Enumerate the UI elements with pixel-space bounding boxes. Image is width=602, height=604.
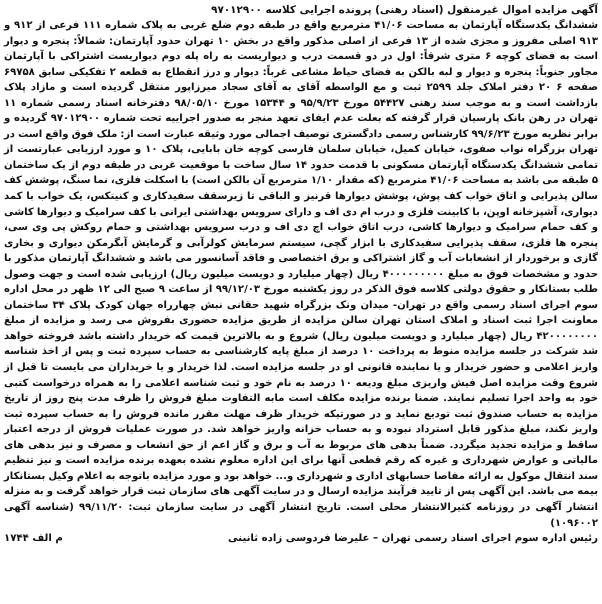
notice-code: م الف ۱۷۴۴ [4,533,63,545]
notice-body: ششدانگ یکدستگاه آپارتمان به مساحت ۴۱/۰۶ مترمربع واقع در طبقه دوم ضلع غربی به پلاک شماره ۱۱۱ فرعی از ۹۱۲ و ۹۱۳ اصلی مفروز و مجزی شده از ۱۳ فرعی از اصلی مذکور واقع در بخش ۱۰ تهران حدود آپارتمان: شمالاً: پنجره و دیوار است به فضای کوچه ۶ متری شرقاً: اول در دو قسمت درب و دیواریست به راه پله دوم دیواریست اشتراکی با آپارتمان مجاور جنوباً: پنجره و دیوار و لبه بالکن به فضای حیاط مشاعی غرباً: دیوار و درز انقطاع به قطعه ۲ تفکیکی سابق ۶۹۷۵۸ صفحه ۶ ۲۰ دفتر املاک جلد ۲۵۹۹ ثبت و مع الواسطه آقای به آقای سجاد میرزاپور منتقل گردیده است و مازاد پلاک بازداشت است و به موجب سند رهنی ۵۴۴۲۷ مورخ ۹۵/۹/۲۳ و ۱۵۳۴۴ مورخ ۹۸/۰۵/۱۰ دفترخانه اسناد رسمی شماره ۱۱ تهران در رهن بانک پارسیان قرار گرفته که بعلت عدم ایفای تعهد منجر به صدور اجراییه تحت شماره ۹۷۰۱۲۹۰۰ گردیده و برابر نظریه مورخ ۹۹/۶/۲۳ کارشناس رسمی دادگستری توصیف اجمالی مورد وثیقه عبارت است از: ملک فوق واقع است در تهران بزرگراه نواب صفوی، خیابان کمیل، خیابان سلمان فارسی کوچه خان بابایی، پلاک ۱۰ و مورد ارزیابی عبارتست از تمامی ششدانگ یکدستگاه آپارتمان مسکونی با قدمت حدود ۱۴ سال ساخت با موقعیت غربی در طبقه دوم از یک ساختمان ۵ طبقه می باشد به مساحت ۴۱/۰۶ مترمربع (که مقدار ۱/۱۰ مترمربع آن بالکن است) با اسکلت فلزی، نما سنگ، پوشش کف سالن پذیرایی و اتاق خواب کف پوش، پوشش دیوارها قرنیز و الباقی تا زیرسقف سفیدکاری و کنیتکس، یک خواب با کمد دیواری، آشپزخانه اوپن، با کابینت فلزی و درب ام دی اف و دارای سرویس بهداشتی ایرانی با کف سرامیک و دیوارها کاشی و کف حمام سرامیک و دیوارها کاشی، درب اتاق خواب اچ دی اف و درب سرویس بهداشتی و حمام روکش پی وی سی، پنجره ها فلزی، سقف پذیرایی سفیدکاری با ابزار گچی، سیستم سرمایش کولرآبی و گرمایش آبگرمکن دیواری و بخاری گازی و برخوردار از انشعابات آب و گاز اشتراکی و برق اختصاصی و فاقد آسانسور می باشد و ششدانگ آپارتمان مذکور با حدود و مشخصات فوق به مبلغ ۴۰۰۰۰۰۰۰۰۰ ریال (چهار میلیارد و دویست میلیون ریال) ارزیابی شده است و جهت وصول طلب بستانکار و حقوق دولتی کلاسه فوق الذکر در روز یکشنبه مورخ ۹۹/۱۲/۰۳ از ساعت ۹ صبح الی ۱۲ ظهر در محل اداره سوم اجرای اسناد رسمی واقع در تهران- میدان ونک بزرگراه شهید حقانی نبش چهارراه جهان کودک پلاک ۳۴ ساختمان معاونت اجرا ثبت اسناد و املاک استان تهران سالن مزایده از طریق مزایده حضوری بفروش می رسد و مزایده از مبلغ ۴۲۰۰۰۰۰۰۰۰ ریال (چهار میلیارد و دویست میلیون ریال) شروع و به بالاترین قیمت که خریدار داشته باشد فروخته خواهد شد شرکت در جلسه مزایده منوط به پرداخت ۱۰ درصد از مبلغ پایه کارشناسی به حساب سپرده ثبت و پس از اخذ شناسه واریز اعلامی و حضور خریدار و یا نماینده قانونی او در جلسه مزایده است. لذا خریدار و یا خریداران می بایست تا قبل از شروع وقت مزایده اصل فیش واریزی مبلغ ودیعه ۱۰ درصد به نام خود و ثبت شناسه اعلامی را به همراه درخواست کتبی خود به واحد اجرا تسلیم نمایند. ضمنا برنده مزایده مکلف است مابه التفاوت مبلغ فروش را ظرف مدت پنج روز از تاریخ مزایده به حساب صندوق ثبت تودیع نماید و در صورتیکه خریدار ظرف مهلت مقرر مانده فروش را به حساب سپرده ثبت واریز نکند، مبلغ مذکور قابل استرداد نبوده و به حساب خزانه واریز خواهد شد. در صورت عملیات فروش از درجه اعتبار ساقط و مزایده تجدید میگردد. ضمناً بدهی های مربوط به آب و برق و گاز اعم از حق انشعاب و مصرف و نیز بدهی های مالیاتی و عوارض شهرداری و غیره که رقم قطعی آنها برای این اداره معلوم نشده بعهده برنده مزایده است و نیز تنظیم سند انتقال موکول به ارائه مفاصا حسابهای اداری و شهرداری و... خواهد بود و مورد مزایده باتوجه به اعلام وکیل بستانکار بیمه می باشد. این آگهی پس از تایید فرآیند مزایده ارسال و در سایت آگهی های سازمان ثبت قرار خواهد گرفت و به منزله انتشار آگهی در روزنامه کثیرالانتشار محلی است. تاریخ انتشار آگهی در سایت سازمان ثبت: ۹۹/۱۱/۲۰ (شناسه آگهی ۱۰۹۶۰۰۲) [4,20,599,529]
notice-title: آگهی مزایده اموال غیرمنقول (اسناد رهنی) پرونده اجرایی کلاسه ۹۷۰۱۲۹۰۰ [211,4,598,16]
notice-footer [4,531,598,546]
notice-signature: رئیس اداره سوم اجرای اسناد رسمی تهران – علیرضا فردوسی زاده ثانینی [227,533,598,545]
